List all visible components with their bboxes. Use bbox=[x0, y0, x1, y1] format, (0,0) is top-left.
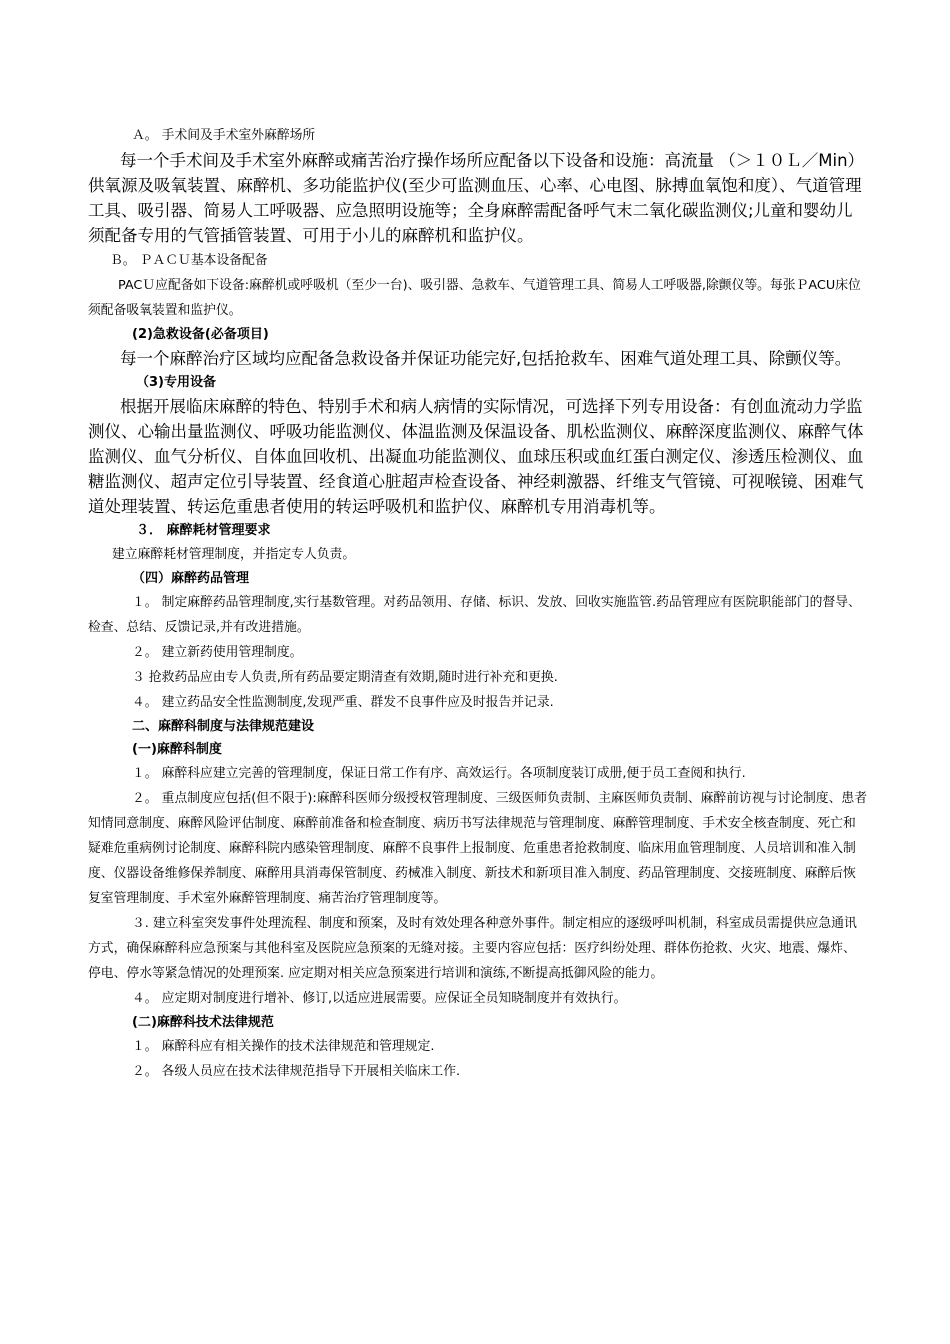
paragraph-operating-room-equipment: 每一个手术间及手术室外麻醉或痛苦治疗操作场所应配备以下设备和设施：高流量 （＞１０Ｌ／Min）供氧源及吸氧装置、麻醉机、多功能监护仪(至少可监测血压、心率、心电图、脉搏血氧饱和度）、气道管理工具、吸引器、简易人工呼吸器、应急照明设施等；全身麻醉需配备呼气末二氧化碳监测仪;儿童和婴幼儿须配备专用的气管插管装置、可用于小儿的麻醉机和监护仪。 bbox=[88, 151, 865, 245]
rule-item-2: ２。 重点制度应包括(但不限于):麻醉科医师分级授权管理制度、三级医师负责制、主麻医师负责制、麻醉前访视与讨论制度、患者知情同意制度、麻醉风险评估制度、麻醉前准备和检查制度、病历书写法律规范与管理制度、麻醉管理制度、手术安全核查制度、死亡和疑难危重病例讨论制度、麻醉科院内感染管理制度、麻醉不良事件上报制度、危重患者抢救制度、临床用血管理制度、人员培训和准入制度、仪器设备维修保养制度、麻醉用具消毒保管制度、药械准入制度、新技术和新项目准入制度、药品管理制度、交接班制度、麻醉后恢复室管理制度、手术室外麻醉管理制度、痛苦治疗管理制度等。 bbox=[88, 791, 867, 906]
paragraph-consumables: 建立麻醉耗材管理制度，并指定专人负责。 bbox=[112, 547, 356, 562]
paragraph-special-equipment: 根据开展临床麻醉的特色、特别手术和病人病情的实际情况，可选择下列专用设备：有创血流动力学监测仪、心输出量监测仪、呼吸功能监测仪、体温监测及保温设备、肌松监测仪、麻醉深度监测仪、麻醉气体监测仪、血气分析仪、自体血回收机、出凝血功能监测仪、血球压积或血红蛋白测定仪、渗透压检测仪、血糖监测仪、超声定位引导装置、经食道心脏超声检查设备、神经刺激器、纤维支气管镜、可视喉镜、困难气道处理装置、转运危重患者使用的转运呼吸机和监护仪、麻醉机专用消毒机等。 bbox=[88, 397, 864, 516]
norm-item-1: １。 麻醉科应有相关操作的技术法律规范和管理规定. bbox=[132, 1039, 435, 1054]
heading-consumables: ３． 麻醉耗材管理要求 bbox=[136, 523, 271, 538]
drug-item-1: １。 制定麻醉药品管理制度,实行基数管理。对药品领用、存储、标识、发放、回收实施监管.药品管理应有医院职能部门的督导、检查、总结、反馈记录,并有改进措施。 bbox=[88, 595, 861, 635]
rule-item-1: １。 麻醉科应建立完善的管理制度，保证日常工作有序、高效运行。各项制度装订成册,便于员工查阅和执行. bbox=[132, 766, 746, 781]
drug-item-2: ２。 建立新药使用管理制度。 bbox=[132, 645, 303, 660]
rule-item-3: ３. 建立科室突发事件处理流程、制度和预案，及时有效处理各种意外事件。制定相应的逐级呼叫机制，科室成员需提供应急通讯方式，确保麻醉科应急预案与其他科室及医院应急预案的无缝对接。主要内容应包括：医疗纠纷处理、群体伤抢救、火灾、地震、爆炸、停电、停水等紧急情况的处理预案. 应定期对相关应急预案进行培训和演练,不断提高抵御风险的能力。 bbox=[88, 916, 857, 981]
drug-item-4: ４。 建立药品安全性监测制度,发现严重、群发不良事件应及时报告并记录. bbox=[132, 695, 554, 710]
paragraph-pacu-equipment: PACＵ应配备如下设备:麻醉机或呼吸机（至少一台)、吸引器、急救车、气道管理工具、简易人工呼吸器,除颤仪等。每张ＰACU床位须配备吸氧装置和监护仪。 bbox=[88, 278, 861, 318]
drug-item-3: ３ 抢救药品应由专人负责,所有药品要定期清查有效期,随时进行补充和更换. bbox=[132, 670, 558, 685]
heading-section-two: 二、麻醉科制度与法律规范建设 bbox=[132, 719, 315, 734]
norm-item-2: ２。 各级人员应在技术法律规范指导下开展相关临床工作. bbox=[132, 1064, 461, 1079]
paragraph-emergency-equipment: 每一个麻醉治疗区域均应配备急救设备并保证功能完好,包括抢救车、困难气道处理工具、除颤仪等。 bbox=[120, 349, 852, 368]
subsection-a-title: Ａ。 手术间及手术室外麻醉场所 bbox=[132, 128, 316, 143]
document-page bbox=[88, 123, 868, 1084]
heading-technical-norms: (二)麻醉科技术法律规范 bbox=[132, 1015, 274, 1030]
heading-department-rules: (一)麻醉科制度 bbox=[132, 742, 222, 757]
rule-item-4: ４。 应定期对制度进行增补、修订,以适应进展需要。应保证全员知晓制度并有效执行。 bbox=[132, 991, 627, 1006]
heading-emergency-equipment: (2)急救设备(必备项目) bbox=[132, 327, 269, 342]
heading-special-equipment: （3)专用设备 bbox=[136, 375, 216, 390]
subsection-b-title: Ｂ。 ＰＡＣＵ基本设备配备 bbox=[110, 253, 268, 268]
heading-drug-management: （四）麻醉药品管理 bbox=[132, 571, 250, 586]
